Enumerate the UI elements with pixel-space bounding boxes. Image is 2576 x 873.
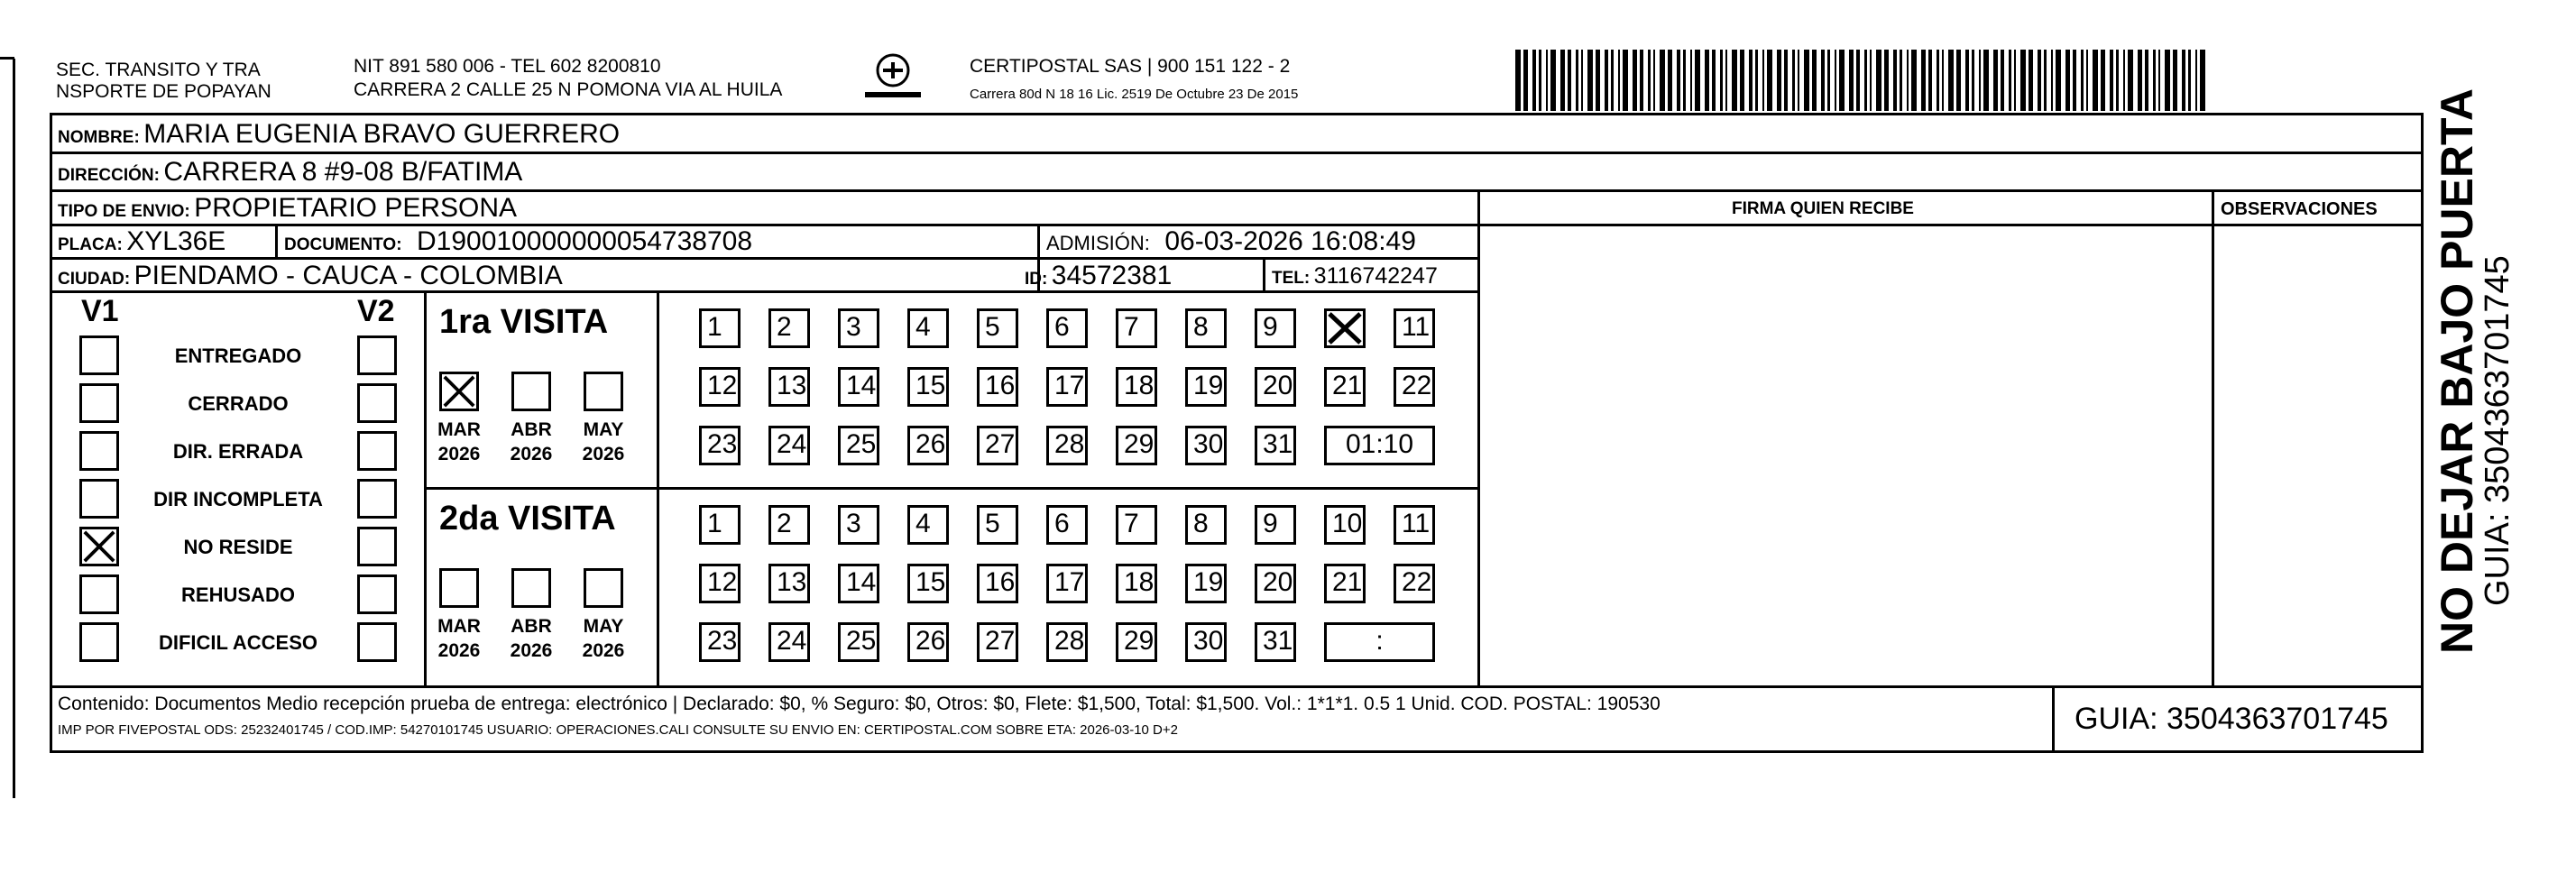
id-value: 34572381	[1051, 261, 1173, 290]
status-label: ENTREGADO	[174, 345, 302, 367]
first-visit-title: 1ra VISITA	[439, 303, 609, 341]
status-v2-checkbox[interactable]	[357, 574, 397, 614]
day-box[interactable]: 12	[699, 367, 741, 407]
day-box[interactable]: 4	[907, 308, 949, 348]
month-checkbox[interactable]	[511, 568, 551, 608]
year-label: 2026	[437, 444, 481, 464]
day-box[interactable]: 21	[1324, 564, 1366, 603]
tipo-label: TIPO DE ENVIO:	[58, 202, 190, 221]
day-box[interactable]: 9	[1255, 308, 1296, 348]
header-agency-line2: NSPORTE DE POPAYAN	[56, 81, 271, 102]
left-edge-tick-top	[0, 57, 14, 60]
day-box[interactable]: 26	[907, 622, 949, 662]
status-v2-checkbox[interactable]	[357, 335, 397, 375]
year-label: 2026	[582, 640, 625, 661]
status-v2-checkbox[interactable]	[357, 622, 397, 662]
admision-value: 06-03-2026 16:08:49	[1164, 226, 1416, 256]
status-label: REHUSADO	[181, 584, 295, 606]
obs-header-line	[1477, 224, 2424, 226]
day-box[interactable]: 17	[1046, 564, 1088, 603]
id-label: ID:	[1025, 270, 1048, 289]
status-v1-checkbox[interactable]	[79, 574, 119, 614]
day-box[interactable]: 22	[1394, 564, 1435, 603]
placa-label: PLACA:	[58, 235, 123, 254]
admision-label: ADMISIÓN:	[1046, 232, 1150, 254]
month-label: ABR	[511, 419, 552, 440]
day-box[interactable]: 14	[838, 564, 879, 603]
day-box[interactable]: 3	[838, 505, 879, 545]
day-box[interactable]: 15	[907, 564, 949, 603]
day-box[interactable]: 28	[1046, 426, 1088, 465]
day-box[interactable]	[1324, 308, 1366, 348]
day-box[interactable]: 3	[838, 308, 879, 348]
day-box[interactable]: 1	[699, 308, 741, 348]
visit-divider-horizontal	[424, 487, 1479, 490]
observaciones-header: OBSERVACIONES	[2221, 199, 2378, 219]
col-divider-footer-guia	[2052, 685, 2055, 753]
month-label: MAY	[583, 616, 624, 637]
day-box[interactable]: 29	[1116, 426, 1157, 465]
day-box[interactable]: 6	[1046, 505, 1088, 545]
day-box[interactable]: 4	[907, 505, 949, 545]
month-label: MAR	[437, 419, 481, 440]
row-line-1	[50, 152, 2424, 154]
header-license: Carrera 80d N 18 16 Lic. 2519 De Octubre 23 De 2015	[970, 87, 1299, 102]
day-box[interactable]: 24	[768, 622, 810, 662]
status-v1-checkbox[interactable]	[79, 527, 119, 566]
month-checkbox[interactable]	[511, 372, 551, 411]
tel-value: 3116742247	[1313, 263, 1438, 289]
status-label: DIR INCOMPLETA	[153, 488, 323, 510]
day-box[interactable]: 18	[1116, 564, 1157, 603]
placa-value: XYL36E	[126, 226, 226, 256]
status-label: CERRADO	[188, 392, 289, 415]
barcode	[1515, 50, 2219, 111]
direccion-label: DIRECCIÓN:	[58, 166, 160, 185]
day-box[interactable]: 23	[699, 622, 741, 662]
status-v1-checkbox[interactable]	[79, 479, 119, 519]
tel-row	[1272, 265, 1438, 288]
day-box[interactable]: 12	[699, 564, 741, 603]
day-box[interactable]: 18	[1116, 367, 1157, 407]
status-label: NO RESIDE	[183, 536, 293, 558]
documento-row	[284, 228, 752, 255]
header-nit: NIT 891 580 006 - TEL 602 8200810	[354, 56, 661, 77]
direccion-value: CARRERA 8 #9-08 B/FATIMA	[163, 157, 523, 187]
day-box[interactable]: 10	[1324, 505, 1366, 545]
day-box[interactable]: 30	[1185, 622, 1227, 662]
nombre-label: NOMBRE:	[58, 128, 140, 147]
header-company: CERTIPOSTAL SAS | 900 151 122 - 2	[970, 56, 1291, 77]
day-box[interactable]: 19	[1185, 564, 1227, 603]
day-box[interactable]: 27	[977, 426, 1018, 465]
placa-row	[58, 228, 225, 255]
day-box[interactable]: 11	[1394, 308, 1435, 348]
day-box[interactable]: 5	[977, 505, 1018, 545]
day-box[interactable]: 16	[977, 564, 1018, 603]
ciudad-value: PIENDAMO - CAUCA - COLOMBIA	[133, 261, 563, 290]
status-label: DIFICIL ACCESO	[158, 631, 317, 654]
status-v2-checkbox[interactable]	[357, 479, 397, 519]
status-v1-checkbox[interactable]	[79, 335, 119, 375]
day-box[interactable]: 16	[977, 367, 1018, 407]
documento-value: D190010000000054738708	[417, 226, 753, 256]
day-box[interactable]: 20	[1255, 564, 1296, 603]
day-box[interactable]: 21	[1324, 367, 1366, 407]
day-box[interactable]: 15	[907, 367, 949, 407]
day-box[interactable]: 31	[1255, 426, 1296, 465]
year-label: 2026	[510, 444, 553, 464]
day-box[interactable]: 9	[1255, 505, 1296, 545]
v1-header: V1	[81, 294, 119, 328]
day-box[interactable]: 28	[1046, 622, 1088, 662]
day-box[interactable]: 2	[768, 308, 810, 348]
day-box[interactable]: 20	[1255, 367, 1296, 407]
month-label: MAY	[583, 419, 624, 440]
day-box[interactable]: 24	[768, 426, 810, 465]
ciudad-row	[58, 262, 563, 289]
tipo-value: PROPIETARIO PERSONA	[194, 193, 518, 223]
row-line-2	[50, 189, 2424, 192]
time-box[interactable]: 01:10	[1324, 426, 1435, 465]
side-guia: GUIA: 3504363701745	[2479, 255, 2516, 606]
firma-header: FIRMA QUIEN RECIBE	[1732, 199, 1914, 218]
col-divider-firma	[1477, 189, 1480, 687]
day-box[interactable]: 8	[1185, 505, 1227, 545]
no-dejar-bajo-puerta: NO DEJAR BAJO PUERTA	[2432, 88, 2482, 654]
status-v1-checkbox[interactable]	[79, 622, 119, 662]
day-box[interactable]: 2	[768, 505, 810, 545]
year-label: 2026	[510, 640, 553, 661]
row-line-footer	[50, 685, 2424, 688]
day-box[interactable]: 17	[1046, 367, 1088, 407]
year-label: 2026	[582, 444, 625, 464]
day-box[interactable]: 6	[1046, 308, 1088, 348]
day-box[interactable]: 14	[838, 367, 879, 407]
day-box[interactable]: 25	[838, 426, 879, 465]
left-edge-line	[13, 59, 15, 798]
month-label: ABR	[511, 616, 552, 637]
v2-header: V2	[357, 294, 395, 328]
company-logo-icon	[861, 51, 925, 106]
day-box[interactable]: 1	[699, 505, 741, 545]
day-box[interactable]: 31	[1255, 622, 1296, 662]
day-box[interactable]: 7	[1116, 505, 1157, 545]
month-checkbox[interactable]	[439, 568, 479, 608]
tipo-row	[58, 195, 517, 222]
id-row	[1025, 262, 1172, 289]
day-box[interactable]: 23	[699, 426, 741, 465]
month-checkbox[interactable]	[584, 568, 623, 608]
day-box[interactable]: 8	[1185, 308, 1227, 348]
tel-label: TEL:	[1272, 269, 1311, 288]
day-box[interactable]: 11	[1394, 505, 1435, 545]
month-checkbox[interactable]	[584, 372, 623, 411]
month-checkbox[interactable]	[439, 372, 479, 411]
month-label: MAR	[437, 616, 481, 637]
day-box[interactable]: 27	[977, 622, 1018, 662]
day-box[interactable]: 25	[838, 622, 879, 662]
ciudad-label: CIUDAD:	[58, 270, 131, 289]
tel-divider	[1263, 257, 1265, 292]
col-divider-obs	[2212, 189, 2214, 687]
second-visit-title: 2da VISITA	[439, 500, 616, 538]
day-box[interactable]: 30	[1185, 426, 1227, 465]
status-v2-checkbox[interactable]	[357, 383, 397, 423]
footer-line1: Contenido: Documentos Medio recepción prueba de entrega: electrónico | Declarado: $0, % Seguro: $0, Otros: $0, Flete: $1,500, Total: $1,500. Vol.: 1*1*1. 0.5 1 Unid. COD. POSTAL: 190530	[58, 694, 1661, 714]
status-v1-checkbox[interactable]	[79, 383, 119, 423]
time-box[interactable]: :	[1324, 622, 1435, 662]
year-label: 2026	[437, 640, 481, 661]
direccion-row	[58, 159, 522, 186]
day-box[interactable]: 22	[1394, 367, 1435, 407]
header-agency-line1: SEC. TRANSITO Y TRA	[56, 60, 261, 80]
status-v2-checkbox[interactable]	[357, 527, 397, 566]
placa-divider	[275, 224, 278, 259]
header-address: CARRERA 2 CALLE 25 N POMONA VIA AL HUILA	[354, 79, 783, 100]
status-v1-checkbox[interactable]	[79, 431, 119, 471]
day-box[interactable]: 26	[907, 426, 949, 465]
nombre-value: MARIA EUGENIA BRAVO GUERRERO	[143, 119, 621, 149]
day-box[interactable]: 19	[1185, 367, 1227, 407]
footer-guia: GUIA: 3504363701745	[2075, 702, 2388, 736]
status-v2-checkbox[interactable]	[357, 431, 397, 471]
footer-line2: IMP POR FIVEPOSTAL ODS: 25232401745 / COD.IMP: 54270101745 USUARIO: OPERACIONES.CALI CONSULTE SU ENVIO EN: CERTIPOSTAL.COM SOBRE ETA: 2026-03-10 D+2	[58, 722, 1178, 738]
admision-row	[1046, 228, 1416, 255]
day-box[interactable]: 13	[768, 367, 810, 407]
status-label: DIR. ERRADA	[172, 440, 304, 463]
day-box[interactable]: 5	[977, 308, 1018, 348]
day-box[interactable]: 29	[1116, 622, 1157, 662]
nombre-row	[58, 121, 620, 148]
day-box[interactable]: 13	[768, 564, 810, 603]
documento-label: DOCUMENTO:	[284, 235, 402, 254]
day-box[interactable]: 7	[1116, 308, 1157, 348]
